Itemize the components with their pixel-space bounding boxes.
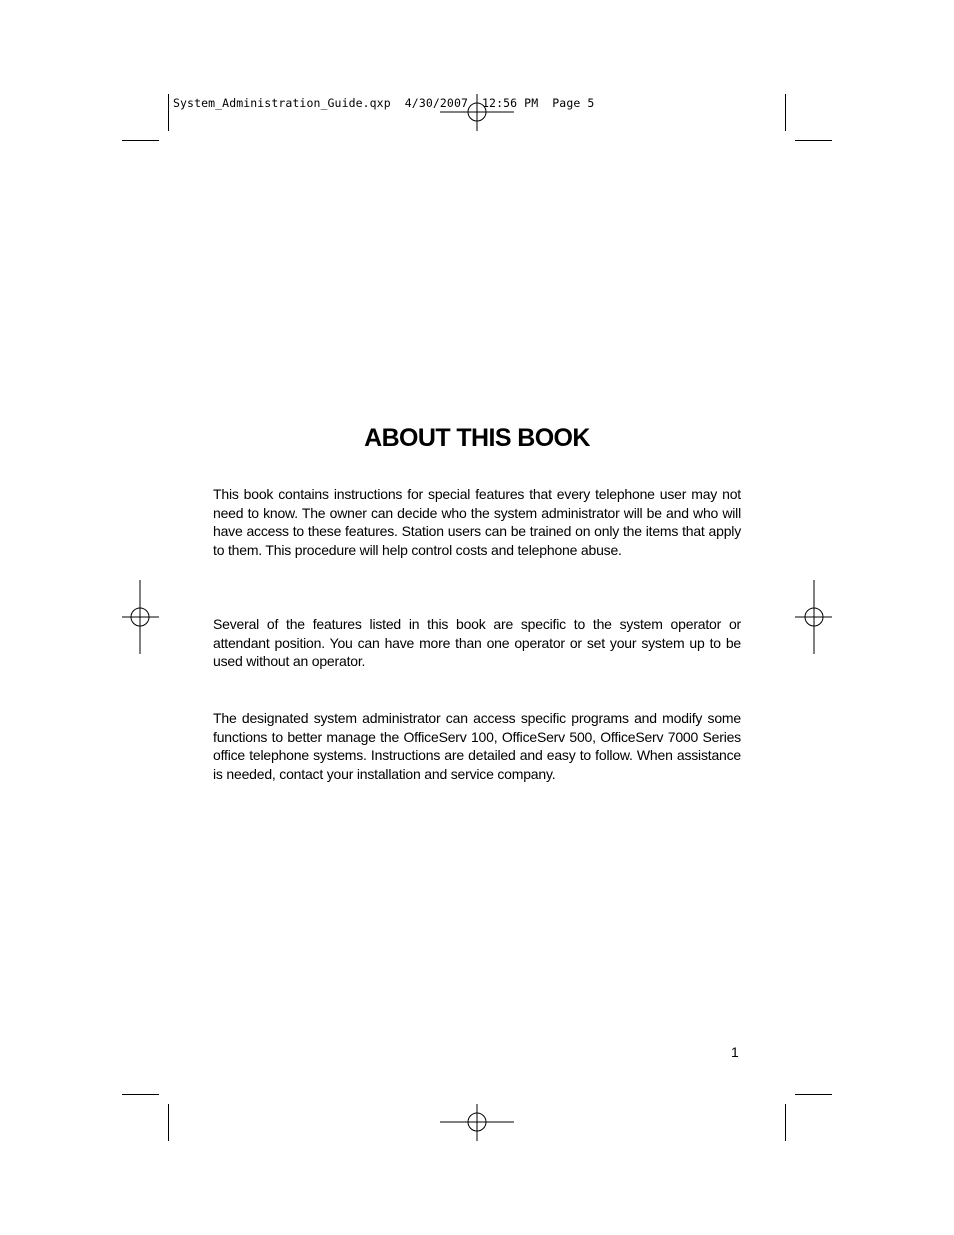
print-slug-line: System_Administration_Guide.qxp 4/30/2007 12:56 PM Page 5 [173,96,595,110]
page-number: 1 [731,1044,739,1060]
page-title: ABOUT THIS BOOK [364,424,590,452]
paragraph-operator: Several of the features listed in this book are specific to the system operator or attendant position. You can have more than one operator or set your system up to be used without an operator. [213,616,741,670]
registration-mark-right [795,580,832,654]
registration-mark-bottom [440,1104,514,1141]
registration-mark-left [122,580,159,654]
paragraph-administrator: The designated system administrator can access specific programs and modify some functions to better manage the OfficeServ 100, OfficeServ 500, OfficeServ 7000 Series office telephone systems. Instructions are detailed and easy to follow. When assistance is needed, contact your installation and service company. [213,710,741,782]
paragraph-intro: This book contains instructions for special features that every telephone user may not need to know. The owner can decide who the system administrator will be and who will have access to these features. Station users can be trained on only the items that apply to them. This procedure will help control costs and telephone abuse. [213,486,741,558]
